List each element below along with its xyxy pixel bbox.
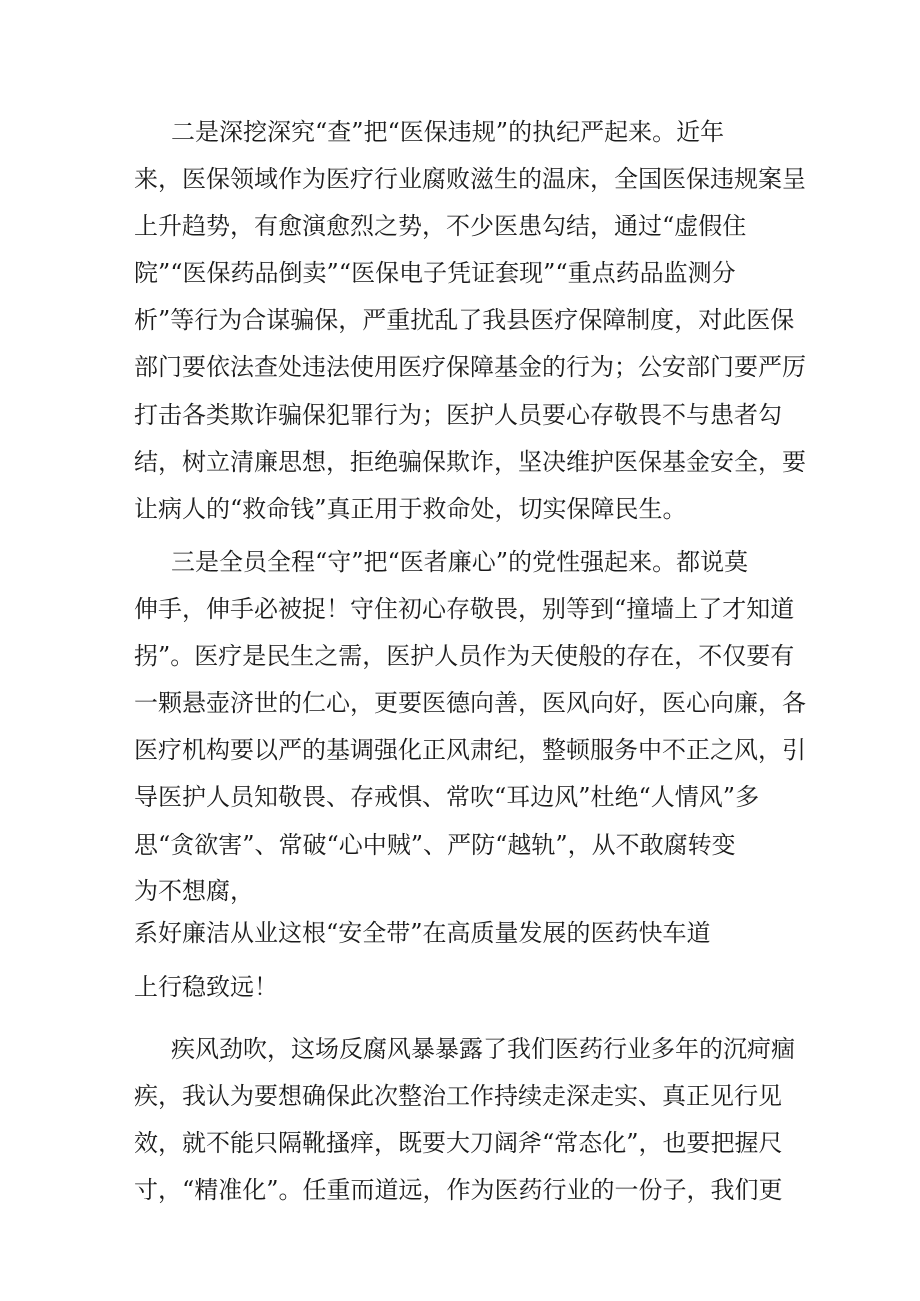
text-line: 二是深挖深究“查”把“医保违规”的执纪严起来。近年: [171, 118, 725, 146]
text-line: 为不想腐，: [134, 877, 254, 905]
text-line: 部门要依法查处违法使用医疗保障基金的行为；公安部门要严厉: [134, 353, 806, 381]
text-line: 效，就不能只隔靴搔痒，既要大刀阔斧“常态化”，也要把握尺: [134, 1129, 783, 1157]
text-line: 上升趋势，有愈演愈烈之势，不少医患勾结，通过“虚假住: [134, 212, 747, 240]
text-line: 导医护人员知敬畏、存戒惧、常吹“耳边风”杜绝“人情风”多: [134, 783, 760, 811]
text-line: 思“贪欲害”、常破“心中贼”、严防“越轨”，从不敢腐转变: [134, 831, 736, 859]
text-line: 析”等行为合谋骗保，严重扰乱了我县医疗保障制度，对此医保: [134, 306, 795, 334]
text-line: 一颗悬壶济世的仁心，更要医德向善，医风向好，医心向廉，各: [134, 689, 806, 717]
text-line: 疾风劲吹，这场反腐风暴暴露了我们医药行业多年的沉疴痼: [171, 1035, 795, 1063]
text-line: 医疗机构要以严的基调强化正风肃纪，整顿服务中不正之风，引: [134, 736, 806, 764]
text-line: 院”“医保药品倒卖”“医保电子凭证套现”“重点药品监测分: [134, 259, 736, 287]
text-line: 来，医保领域作为医疗行业腐败滋生的温床，全国医保违规案呈: [134, 165, 806, 193]
text-line: 上行稳致远！: [134, 973, 278, 1001]
text-line: 拐”。医疗是民生之需，医护人员作为天使般的存在，不仅要有: [134, 642, 795, 670]
text-line: 结，树立清廉思想，拒绝骗保欺诈，坚决维护医保基金安全，要: [134, 448, 806, 476]
text-line: 让病人的“救命钱”真正用于救命处，切实保障民生。: [134, 495, 687, 523]
text-line: 疾，我认为要想确保此次整治工作持续走深走实、真正见行见: [134, 1082, 782, 1110]
text-line: 系好廉洁从业这根“安全带”在高质量发展的医药快车道: [134, 919, 711, 947]
text-line: 伸手，伸手必被捉！守住初心存敬畏，别等到“撞墙上了才知道: [134, 595, 795, 623]
text-line: 三是全员全程“守”把“医者廉心”的党性强起来。都说莫: [171, 548, 749, 576]
text-line: 打击各类欺诈骗保犯罪行为；医护人员要心存敬畏不与患者勾: [134, 401, 782, 429]
text-line: 寸，“精准化”。任重而道远，作为医药行业的一份子，我们更: [134, 1176, 783, 1204]
